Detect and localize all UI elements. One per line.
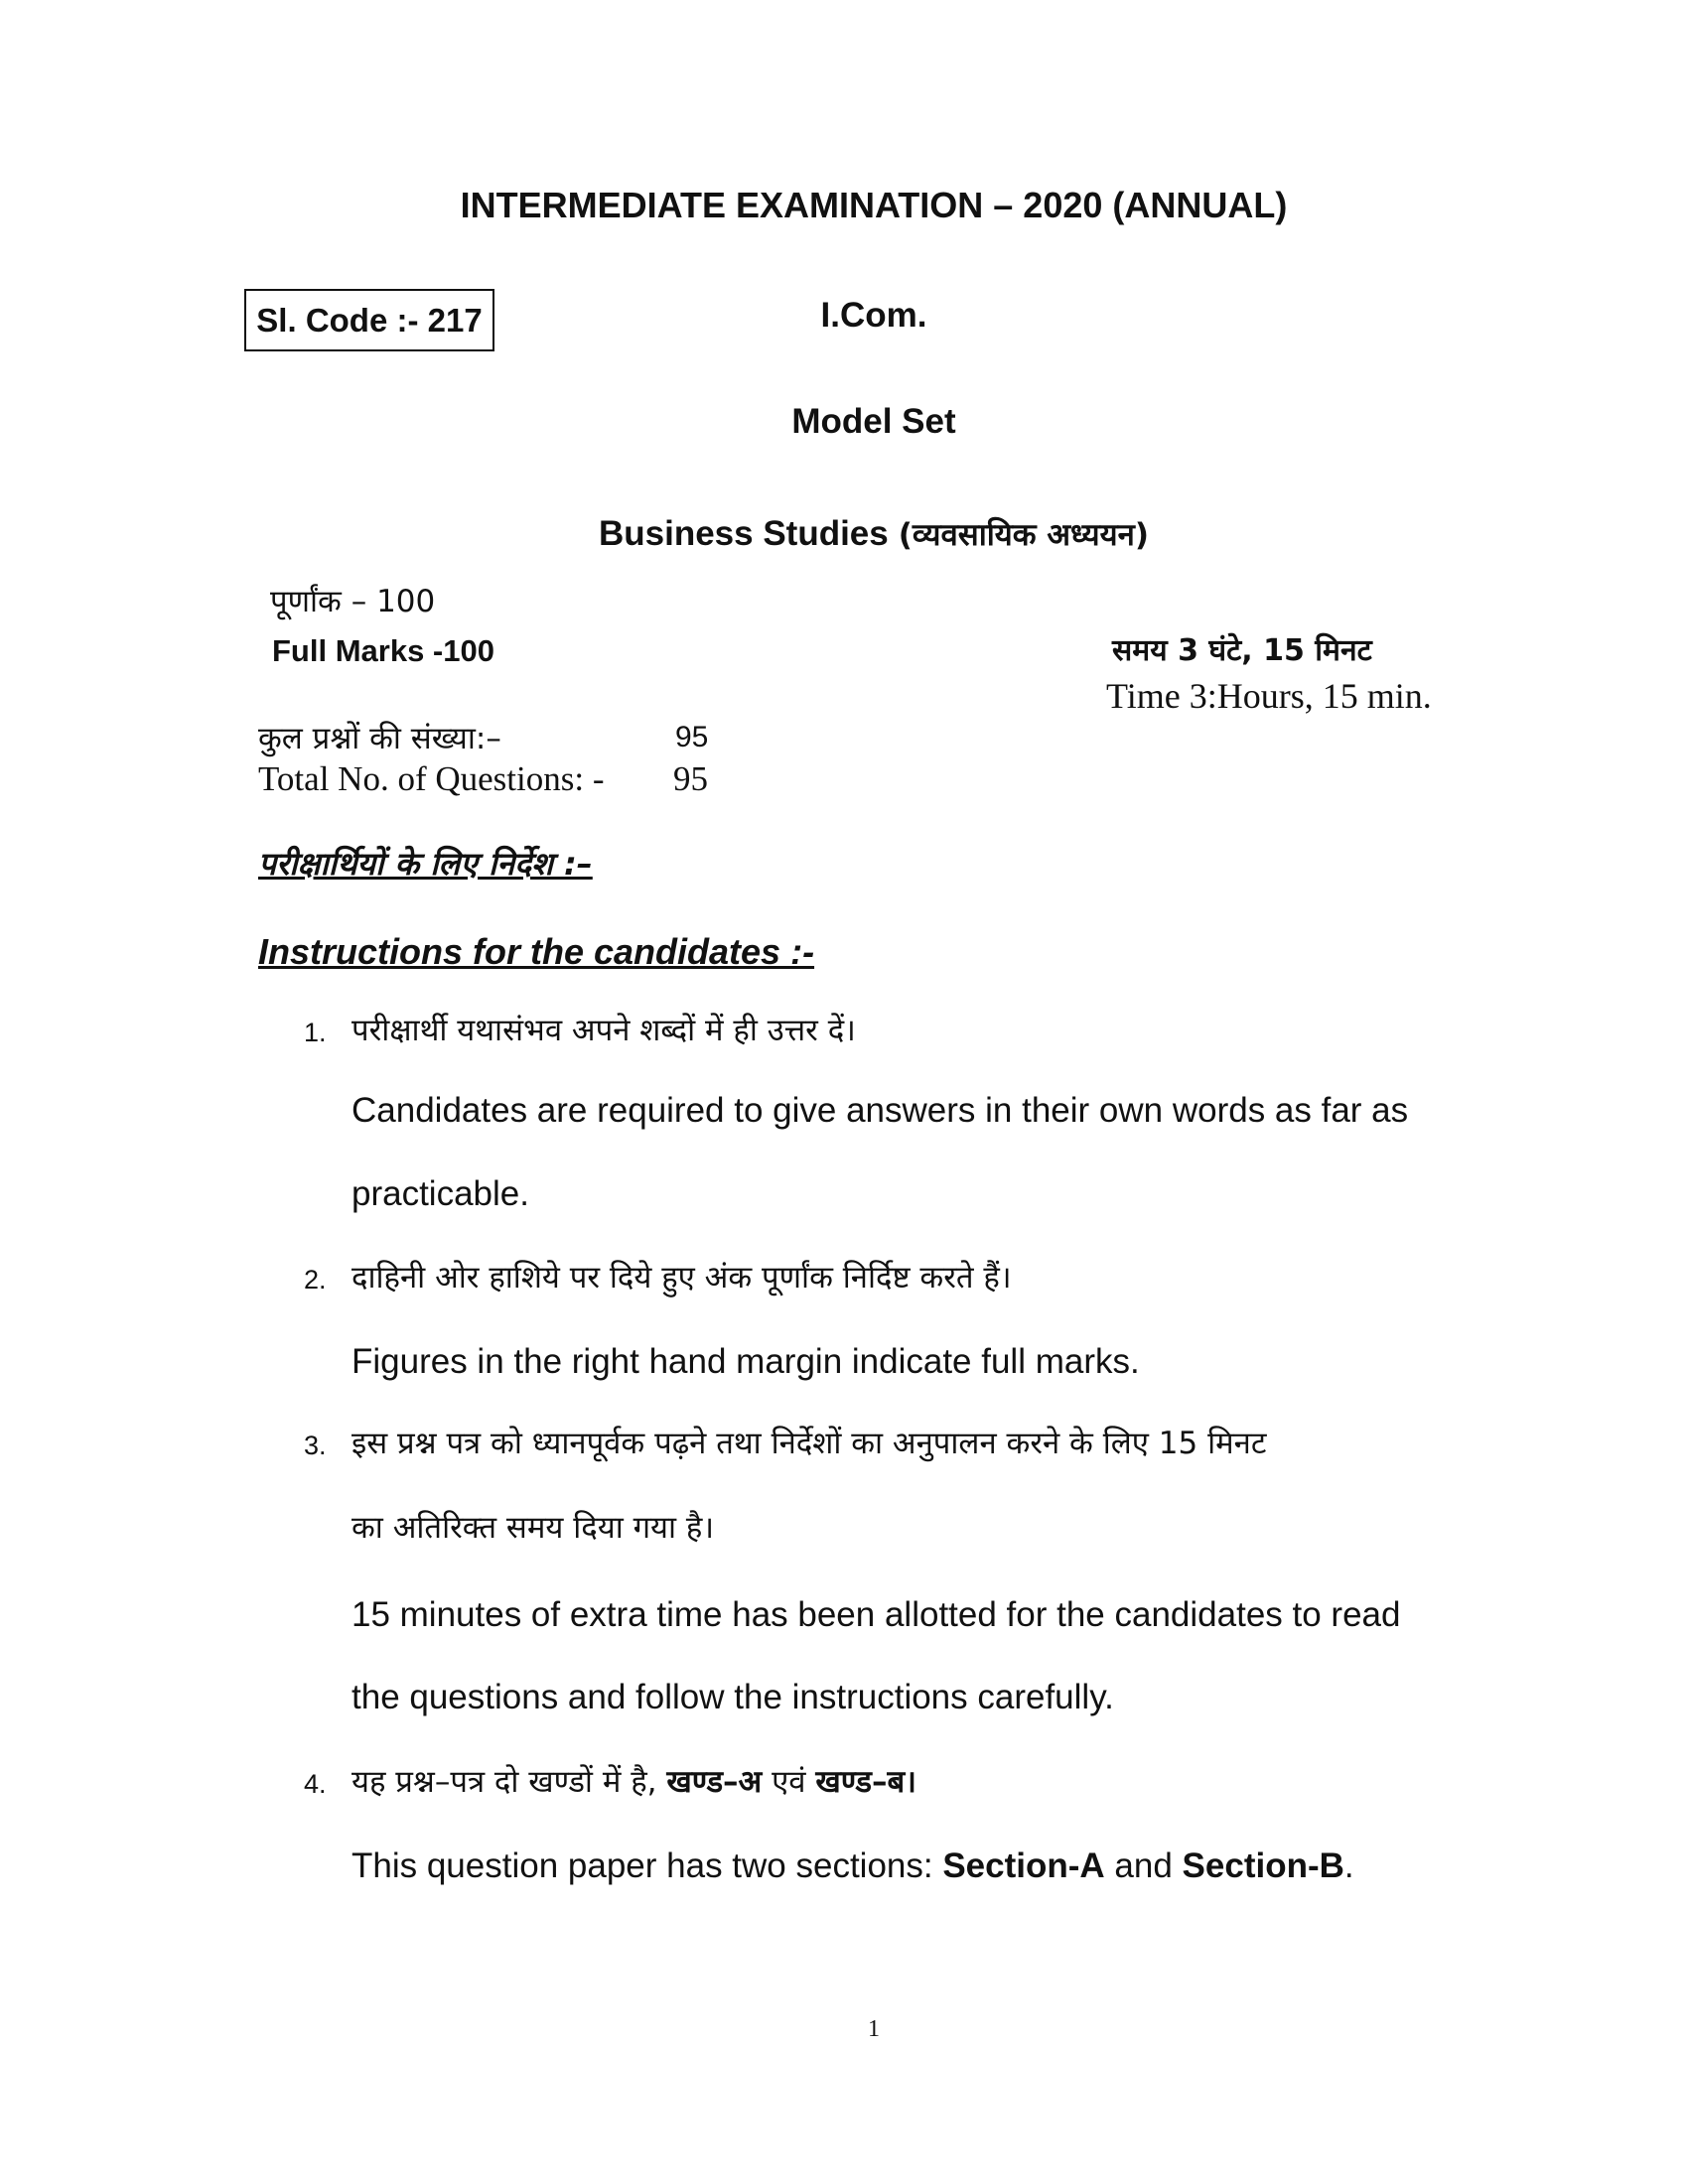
section-b-english: Section-B xyxy=(1182,1846,1344,1885)
instruction-2-english: Figures in the right hand margin indicate full marks. xyxy=(352,1342,1140,1381)
subject-title xyxy=(0,513,1688,555)
instruction-2-number: 2. xyxy=(304,1265,327,1295)
section-b-hindi: खण्ड–ब। xyxy=(815,1764,916,1800)
total-questions-hindi-value: 95 xyxy=(675,721,709,753)
total-questions-hindi-label: कुल प्रश्नों की संख्या:– xyxy=(258,721,501,756)
instruction-4-english-and: and xyxy=(1104,1846,1183,1885)
set-name: Model Set xyxy=(791,402,956,441)
instruction-1-hindi: परीक्षार्थी यथासंभव अपने शब्दों में ही उत्तर दें। xyxy=(352,1013,856,1048)
instruction-4-english-prefix: This question paper has two sections: xyxy=(352,1846,943,1885)
instruction-3-number: 3. xyxy=(304,1431,327,1460)
time-hindi: समय 3 घंटे, 15 मिनट xyxy=(1112,633,1372,668)
section-a-english: Section-A xyxy=(942,1846,1105,1885)
instruction-4-number: 4. xyxy=(304,1769,327,1799)
total-questions-english-value: 95 xyxy=(673,759,708,798)
full-marks-english: Full Marks -100 xyxy=(272,633,494,668)
instruction-4-english-suffix: . xyxy=(1343,1846,1354,1885)
instructions-heading-hindi: परीक्षार्थियों के लिए निर्देश :– xyxy=(258,845,593,883)
instructions-heading-english: Instructions for the candidates :- xyxy=(258,931,815,972)
instruction-4-hindi xyxy=(352,1760,916,1802)
instruction-1-english-line-2: practicable. xyxy=(352,1174,529,1213)
instruction-1-number: 1. xyxy=(304,1018,327,1047)
page-number: 1 xyxy=(868,2016,880,2042)
instruction-4-english xyxy=(352,1846,1354,1886)
subject-en: Business Studies xyxy=(598,514,889,553)
instruction-1-english-line-1: Candidates are required to give answers in their own words as far as xyxy=(352,1091,1409,1130)
time-english: Time 3:Hours, 15 min. xyxy=(1106,676,1432,716)
instruction-3-english-line-1: 15 minutes of extra time has been allotted for the candidates to read xyxy=(352,1595,1401,1634)
instruction-4-hindi-and: एवं xyxy=(762,1764,816,1800)
exam-title: INTERMEDIATE EXAMINATION – 2020 (ANNUAL) xyxy=(460,185,1288,225)
section-a-hindi: खण्ड–अ xyxy=(666,1764,763,1800)
instruction-3-english-line-2: the questions and follow the instructions carefully. xyxy=(352,1678,1114,1716)
instruction-3-hindi-line-2: का अतिरिक्त समय दिया गया है। xyxy=(352,1510,715,1546)
total-questions-english-label: Total No. of Questions: - xyxy=(258,759,605,798)
full-marks-hindi: पूर्णांक – 100 xyxy=(270,584,436,619)
instruction-3-hindi-line-1: इस प्रश्न पत्र को ध्यानपूर्वक पढ़ने तथा निर्देशों का अनुपालन करने के लिए 15 मिनट xyxy=(352,1426,1267,1461)
subject-hi: (व्यवसायिक अध्ययन) xyxy=(898,517,1150,553)
stream-label: I.Com. xyxy=(820,296,927,335)
sl-code: Sl. Code :- 217 xyxy=(256,301,483,339)
instruction-4-hindi-prefix: यह प्रश्न–पत्र दो खण्डों में है, xyxy=(352,1764,667,1800)
instruction-2-hindi: दाहिनी ओर हाशिये पर दिये हुए अंक पूर्णांक निर्दिष्ट करते हैं। xyxy=(352,1260,1012,1296)
